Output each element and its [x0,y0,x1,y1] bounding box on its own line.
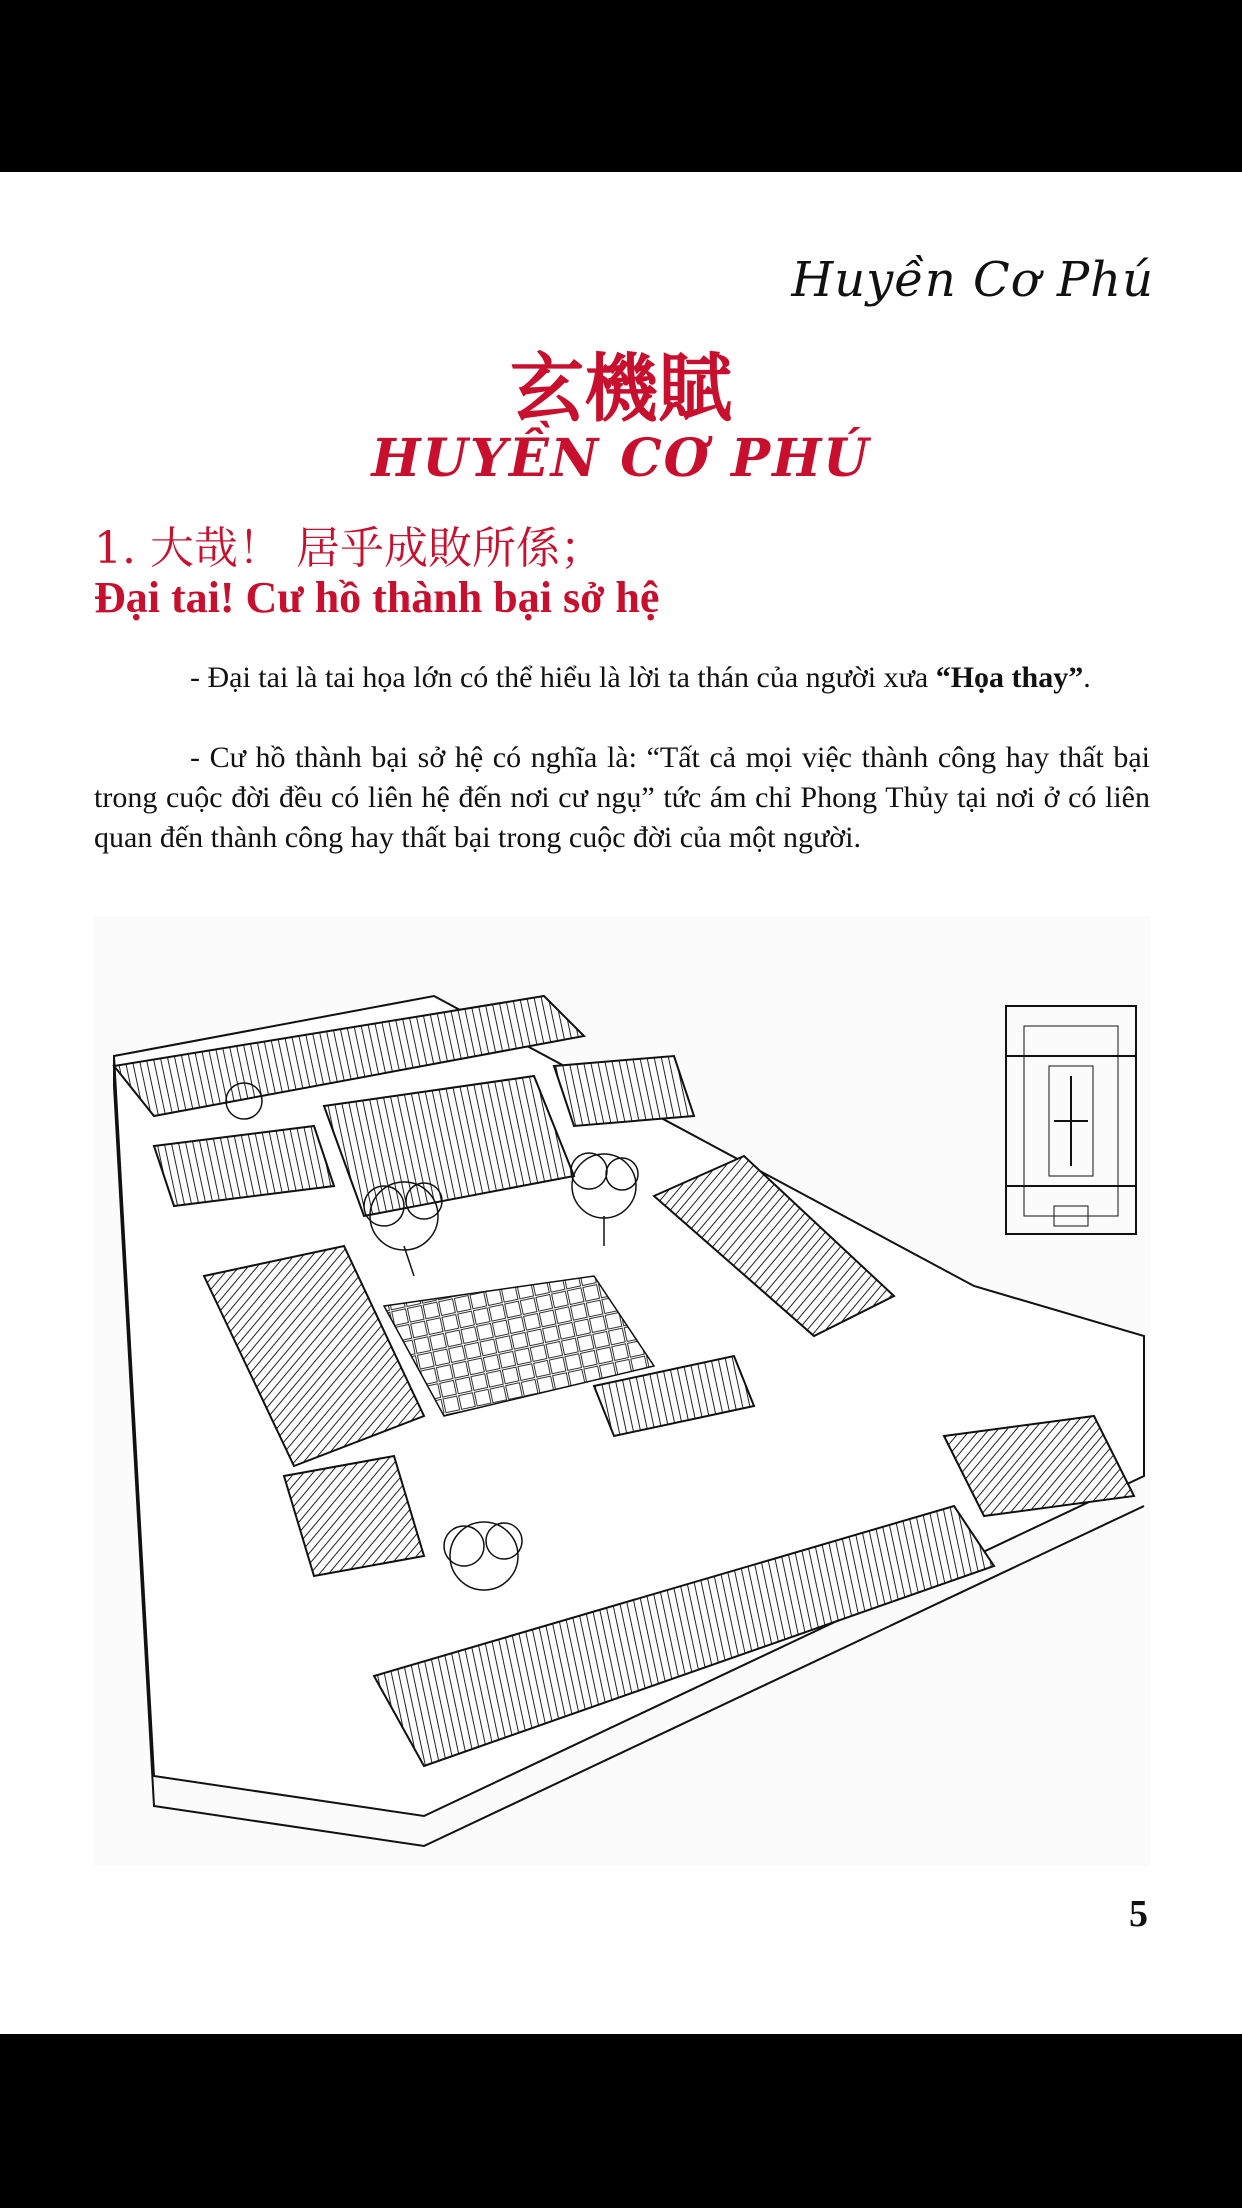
running-head: Huyền Cơ Phú [791,252,1154,308]
paragraph-1-text: - Đại tai là tai họa lớn có thể hiểu là lời ta thán của người xưa [190,661,936,694]
courtyard-house-illustration [94,916,1150,1866]
section-heading-vietnamese: Đại tai! Cư hồ thành bại sở hệ [94,573,660,622]
paragraph-1-end: . [1083,661,1091,694]
section-heading-chinese: 1. 大哉！ 居乎成敗所係； [94,523,604,574]
paragraph-2 [94,738,1150,858]
floor-plan-drawing-icon [1006,1006,1136,1234]
book-page [0,172,1242,2034]
paragraph-2-text: - Cư hồ thành bại sở hệ có nghĩa là: “Tất cả mọi việc thành công hay thất bại trong cuộc đời đều có liên hệ đến nơi cư ngụ” tức ám chỉ Phong Thủy tại nơi ở có liên quan đến thành công hay thất bại trong cuộc đời của một người. [94,741,1150,854]
paragraph-1 [94,658,1150,698]
title-chinese: 玄機賦 [510,346,732,432]
courtyard-house-drawing-icon [94,916,1150,1866]
paragraph-1-bold: “Họa thay” [935,661,1084,694]
page-number: 5 [1129,1893,1148,1935]
title-vietnamese: HUYỀN CƠ PHÚ [371,428,871,489]
